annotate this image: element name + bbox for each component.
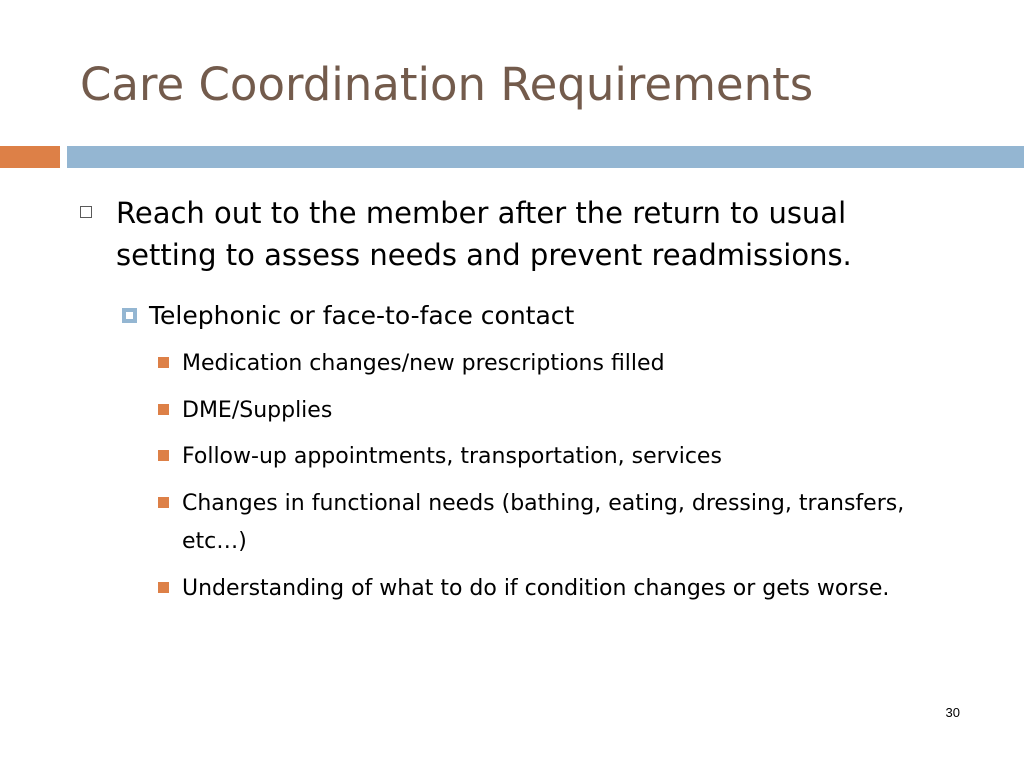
- filled-square-icon: [158, 582, 169, 593]
- accent-bar: [0, 146, 60, 168]
- filled-square-icon: [158, 404, 169, 415]
- bullet-level3-text: Changes in functional needs (bathing, eating, dressing, transfers, etc…): [182, 491, 905, 554]
- slide-title: Care Coordination Requirements: [80, 58, 814, 111]
- bullet-level3-text: Understanding of what to do if condition changes or gets worse.: [182, 576, 890, 601]
- framed-square-icon: [122, 308, 137, 323]
- page-number: 30: [945, 705, 960, 720]
- bullet-level2-text: Telephonic or face-to-face contact: [149, 301, 575, 330]
- filled-square-icon: [158, 450, 169, 461]
- title-underline-bar: [67, 146, 1024, 168]
- bullet-level3-text: DME/Supplies: [182, 398, 333, 423]
- filled-square-icon: [158, 357, 169, 368]
- hollow-square-icon: [80, 206, 92, 218]
- filled-square-icon: [158, 497, 169, 508]
- bullet-level3-text: Medication changes/new prescriptions filled: [182, 351, 665, 376]
- bullet-level1-text: Reach out to the member after the return to usual setting to assess needs and prevent readmissions.: [116, 196, 852, 272]
- bullet-level3-text: Follow-up appointments, transportation, services: [182, 444, 722, 469]
